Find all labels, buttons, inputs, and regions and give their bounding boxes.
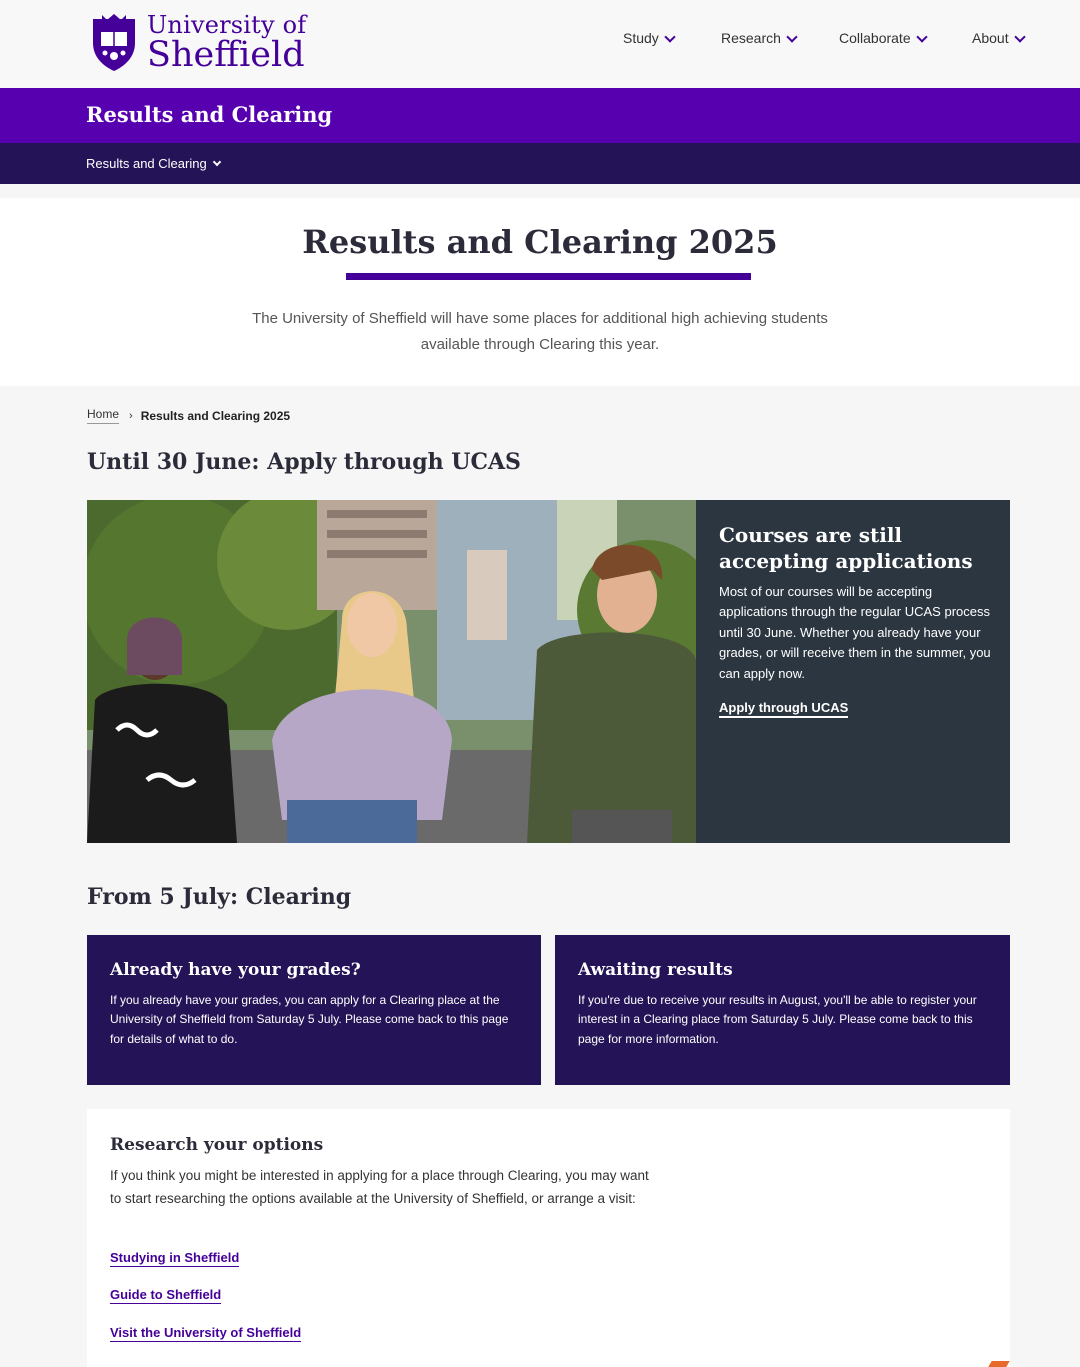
breadcrumb-current: Results and Clearing 2025 <box>140 408 291 423</box>
students-photo <box>87 500 696 843</box>
section-subnav <box>0 143 1080 184</box>
research-body: If you think you might be interested in applying for a place through Clearing, you may want to start researching the options available at the University of Sheffield, or arrange a visit: <box>110 1168 649 1206</box>
panel-body: Most of our courses will be accepting applications through the regular UCAS process until 30 June. Whether you already have your grades, or will receive them in the summer, you can apply now. <box>719 584 991 681</box>
nav-label: Research <box>721 30 781 46</box>
page-title: Results and Clearing 2025 <box>302 223 778 261</box>
nav-about[interactable] <box>972 30 1024 46</box>
logo-line-1: University of <box>147 11 307 39</box>
nav-label: About <box>972 30 1009 46</box>
subnav-results-and-clearing[interactable] <box>86 156 220 171</box>
section-title-bar <box>0 88 1080 143</box>
feedback-tab-corner[interactable] <box>988 1361 1009 1367</box>
chevron-down-icon <box>1014 31 1025 42</box>
card-awaiting-results <box>555 935 1010 1085</box>
card-title: Awaiting results <box>578 960 733 980</box>
students-photo-illustration <box>87 500 696 843</box>
panel-title: Courses are still accepting applications <box>719 523 973 573</box>
clearing-section-heading: From 5 July: Clearing <box>87 884 352 910</box>
visit-university-link[interactable]: Visit the University of Sheffield <box>110 1325 302 1340</box>
card-body: If you already have your grades, you can apply for a Clearing place at the University of Sheffield from Saturday 5 July. Please come back to this page for details of what to do. <box>110 993 509 1046</box>
chevron-down-icon <box>664 31 675 42</box>
page-intro: The University of Sheffield will have some places for additional high achieving students available through Clearing this year. <box>252 310 828 353</box>
card-title: Already have your grades? <box>110 960 361 980</box>
apply-through-ucas-link[interactable]: Apply through UCAS <box>719 700 848 718</box>
nav-research[interactable] <box>721 30 796 46</box>
breadcrumb-separator-icon: › <box>129 409 133 422</box>
ucas-section-heading: Until 30 June: Apply through UCAS <box>87 449 521 475</box>
research-title: Research your options <box>110 1135 324 1155</box>
section-title[interactable]: Results and Clearing <box>86 102 333 127</box>
title-underline <box>346 273 751 280</box>
nav-study[interactable] <box>623 30 674 46</box>
nav-label: Collaborate <box>839 30 911 46</box>
ucas-feature <box>87 500 1010 843</box>
ucas-info-panel <box>696 500 1010 843</box>
chevron-down-icon <box>212 158 220 166</box>
site-header <box>0 0 1080 88</box>
chevron-down-icon <box>916 31 927 42</box>
studying-in-sheffield-link[interactable]: Studying in Sheffield <box>110 1250 240 1265</box>
card-body: If you're due to receive your results in August, you'll be able to register your interest in a Clearing place from Saturday 5 July. Please come back to this page for more information. <box>578 993 977 1046</box>
breadcrumb-home-link[interactable]: Home <box>87 407 119 424</box>
chevron-down-icon <box>786 31 797 42</box>
page-hero <box>0 198 1080 386</box>
breadcrumb <box>87 407 290 424</box>
guide-to-sheffield-link[interactable]: Guide to Sheffield <box>110 1287 222 1302</box>
logo-line-2: Sheffield <box>147 35 305 75</box>
research-options-box <box>87 1109 1010 1367</box>
main-nav <box>0 30 1080 50</box>
nav-label: Study <box>623 30 659 46</box>
subnav-label: Results and Clearing <box>86 156 207 171</box>
card-already-have-grades <box>87 935 541 1085</box>
nav-collaborate[interactable] <box>839 30 926 46</box>
